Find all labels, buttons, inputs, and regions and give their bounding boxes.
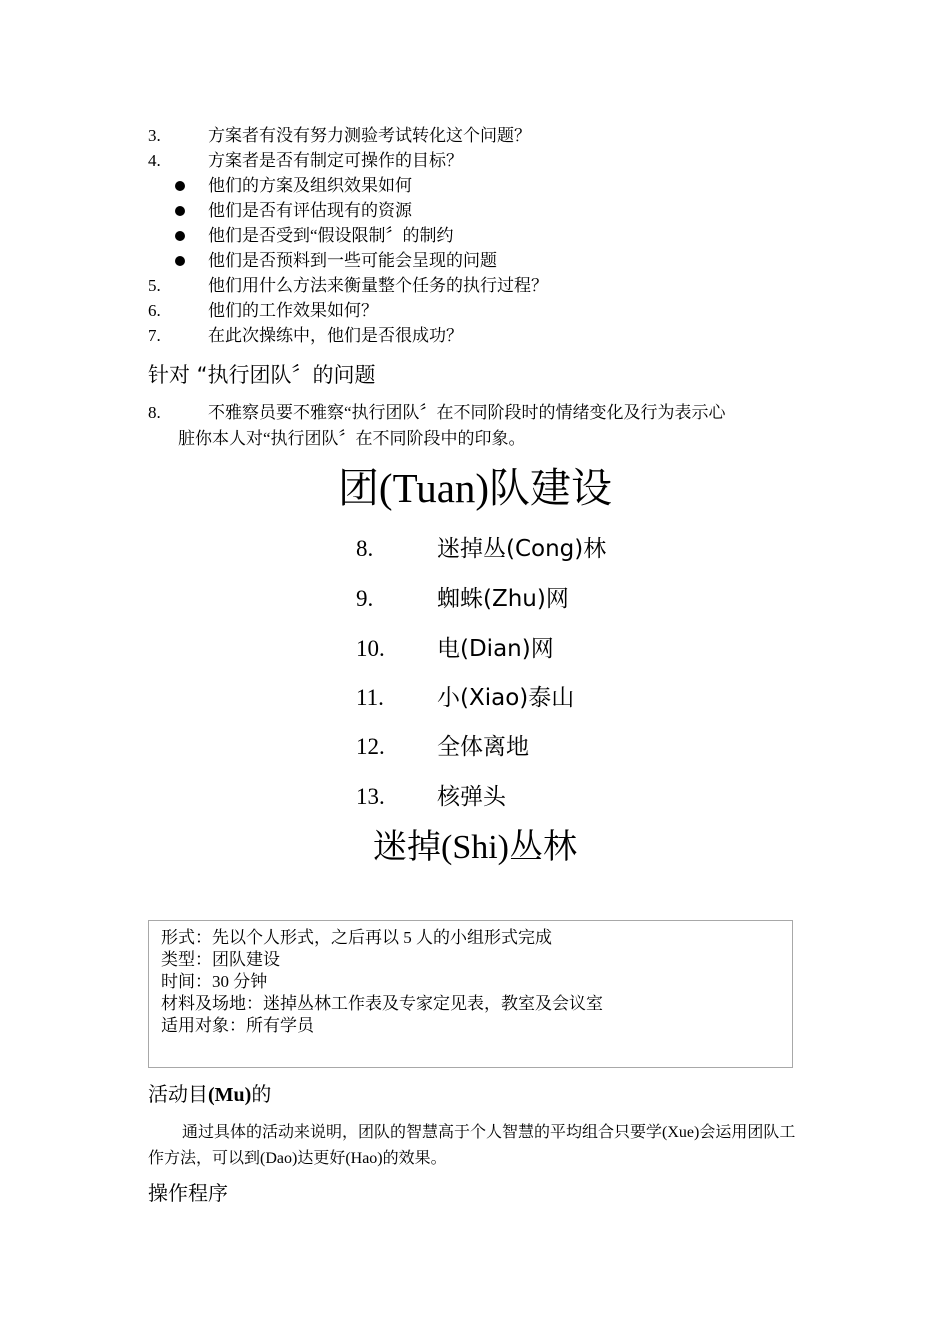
- bullet-text: 他们是否有评估现有的资源: [208, 201, 412, 220]
- list-number: 9.: [356, 586, 374, 611]
- purpose-heading-pinyin: (Mu): [208, 1084, 252, 1106]
- paragraph-line: 不雅察员要不雅察“执行团队〞在不同阶段时的情绪变化及行为表示心: [208, 403, 726, 422]
- purpose-heading-text: 的: [251, 1084, 272, 1106]
- info-form: 形式：先以个人形式，之后再以 5 人的小组形式完成: [161, 928, 552, 947]
- list-text: 方案者是否有制定可操作的目标？: [208, 151, 463, 170]
- paragraph-line: 脏你本人对“执行团队〞在不同阶段中的印象。: [178, 429, 526, 448]
- info-materials: 材料及场地：迷掉丛林工作表及专家定见表，教室及会议室: [161, 994, 603, 1013]
- list-number: 11.: [356, 685, 384, 710]
- info-time: 时间：30 分钟: [161, 972, 268, 991]
- list-number: 3.: [148, 126, 161, 145]
- list-number: 8.: [148, 403, 161, 422]
- list-number: 6.: [148, 301, 161, 320]
- list-number: 5.: [148, 276, 161, 295]
- bullet-icon: [175, 256, 185, 266]
- game-name: 蜘蛛(Zhu)网: [437, 586, 569, 612]
- bullet-text: 他们的方案及组织效果如何: [208, 176, 412, 195]
- game-name: 小(Xiao)泰山: [437, 685, 575, 711]
- bullet-text: 他们是否预料到一些可能会呈现的问题: [208, 251, 497, 270]
- list-text: 他们的工作效果如何？: [208, 301, 378, 320]
- list-number: 4.: [148, 151, 161, 170]
- info-audience: 适用对象：所有学员: [161, 1016, 314, 1035]
- bullet-icon: [175, 181, 185, 191]
- bullet-icon: [175, 206, 185, 216]
- game-name: 电(Dian)网: [437, 636, 554, 662]
- section-heading: 针对 “执行团队〞的问题: [148, 363, 376, 387]
- bullet-text: 他们是否受到“假设限制〞的制约: [208, 226, 454, 245]
- game-name: 全体离地: [437, 734, 529, 760]
- game-name: 核弹头: [437, 784, 506, 810]
- purpose-heading: [148, 1081, 271, 1109]
- list-text: 在此次操练中，他们是否很成功？: [208, 326, 463, 345]
- list-number: 12.: [356, 734, 385, 759]
- procedure-heading: 操作程序: [148, 1183, 228, 1205]
- list-number: 8.: [356, 536, 374, 561]
- list-text: 方案者有没有努力测验考试转化这个问题？: [208, 126, 531, 145]
- purpose-paragraph: 通过具体的活动来说明，团队的智慧高于个人智慧的平均组合只要学(Xue)会运用团队工作方法，可以到(Dao)达更好(Hao)的效果。: [148, 1124, 796, 1167]
- game-name: 迷掉丛(Cong)林: [437, 536, 607, 562]
- list-number: 10.: [356, 636, 385, 661]
- bullet-icon: [175, 231, 185, 241]
- page-title: 团(Tuan)队建设: [337, 465, 613, 511]
- list-number: 7.: [148, 326, 161, 345]
- section-title: 迷掉(Shi)丛林: [373, 829, 577, 866]
- list-text: 他们用什么方法来衡量整个任务的执行过程？: [208, 276, 548, 295]
- list-number: 13.: [356, 784, 385, 809]
- info-type: 类型：团队建设: [161, 950, 280, 969]
- purpose-heading-text: 活动目: [148, 1084, 208, 1106]
- activity-info-box: [148, 920, 793, 1068]
